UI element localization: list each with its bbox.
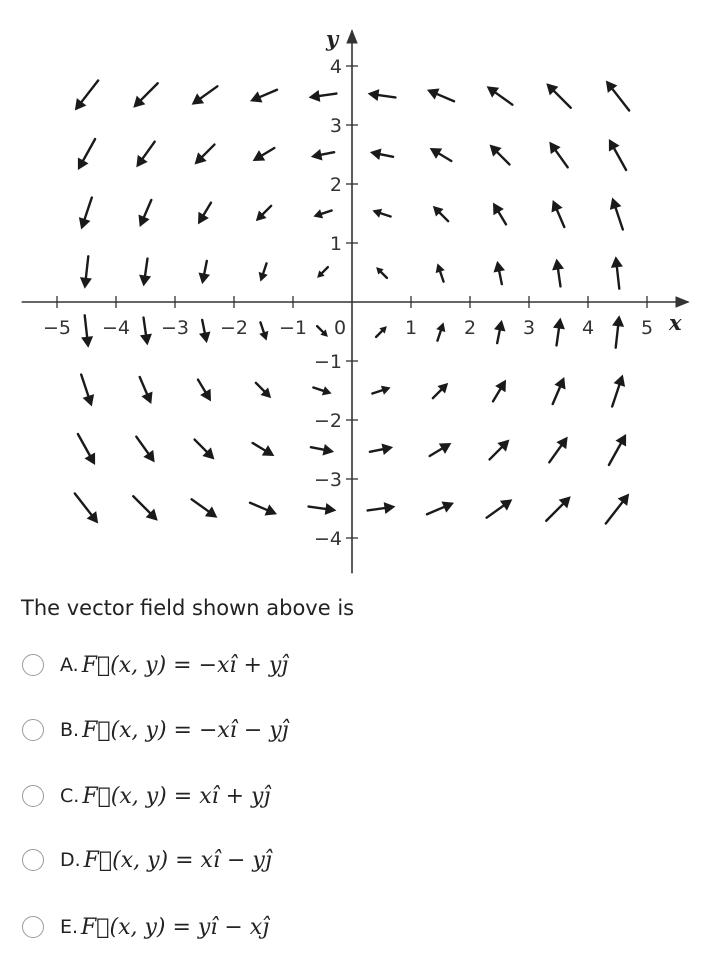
field-arrow (133, 83, 157, 107)
field-arrow (376, 326, 387, 337)
field-arrow (78, 139, 95, 170)
field-arrow (78, 434, 95, 465)
option-e-formula: F⃗(x, y) = yî − xĵ (81, 914, 270, 940)
field-arrow (368, 89, 396, 101)
y-tick-label: 3 (329, 115, 342, 137)
field-arrow (311, 149, 334, 160)
field-arrow (133, 496, 157, 520)
x-tick-label: 5 (640, 317, 654, 339)
field-arrow (611, 256, 623, 288)
field-arrow (551, 200, 564, 227)
field-arrow (199, 261, 210, 284)
field-arrow (368, 502, 396, 514)
field-arrow (430, 443, 452, 456)
field-arrow (609, 434, 626, 465)
field-arrow (192, 86, 218, 104)
field-arrow (253, 443, 275, 456)
x-tick-label: −5 (42, 317, 72, 339)
option-b[interactable] (22, 715, 289, 745)
field-arrow (546, 83, 570, 107)
option-d-formula: F⃗(x, y) = xî − yĵ (83, 847, 272, 873)
field-arrow (139, 259, 151, 287)
field-arrow (309, 503, 337, 515)
field-arrow (433, 383, 448, 398)
field-arrow (259, 263, 268, 281)
field-arrow (81, 315, 93, 347)
option-e[interactable] (22, 912, 269, 942)
radio-option-b[interactable] (22, 719, 44, 741)
field-arrow (612, 315, 624, 347)
field-arrow (430, 148, 452, 161)
y-tick-label: 1 (329, 233, 342, 255)
x-tick-label: −3 (160, 317, 190, 339)
field-arrow (256, 206, 271, 221)
field-arrow (370, 444, 393, 455)
x-axis-label: x (669, 310, 682, 335)
field-arrow (553, 318, 565, 346)
field-arrow (313, 386, 331, 395)
field-arrow (81, 375, 94, 407)
field-arrow (490, 440, 510, 460)
field-arrow (250, 90, 277, 103)
field-arrow (490, 145, 510, 165)
radio-option-c[interactable] (22, 785, 44, 807)
question-prompt: The vector field shown above is (21, 596, 355, 620)
field-arrow (436, 322, 445, 340)
field-arrow (136, 437, 154, 463)
field-arrow (493, 380, 506, 402)
field-arrow (610, 198, 623, 230)
field-arrow (436, 263, 445, 281)
field-arrow (372, 209, 390, 218)
field-arrow (199, 320, 210, 343)
field-arrow (494, 261, 505, 284)
x-tick-label: 2 (463, 317, 477, 339)
field-arrow (606, 494, 629, 524)
option-e-letter: E. (60, 916, 79, 938)
field-arrow (259, 322, 268, 340)
field-arrow (494, 320, 505, 343)
field-arrow (612, 375, 625, 407)
radio-option-a[interactable] (22, 654, 44, 676)
field-arrow (140, 377, 153, 404)
field-arrow (427, 501, 454, 514)
field-arrow (370, 149, 393, 160)
option-a[interactable] (22, 650, 288, 680)
field-arrow (309, 90, 337, 102)
field-arrow (250, 503, 277, 516)
option-d[interactable] (22, 845, 272, 875)
field-arrow (195, 440, 215, 460)
field-arrow (195, 145, 215, 165)
x-tick-label: −2 (219, 317, 249, 339)
field-arrow (79, 198, 92, 230)
axes (22, 31, 689, 574)
y-axis-label: y (326, 26, 339, 51)
x-tick-label: 3 (522, 317, 536, 339)
field-arrow (253, 148, 275, 161)
field-arrow (192, 499, 218, 517)
y-tick-label: −2 (313, 410, 342, 432)
option-c-letter: C. (60, 785, 80, 807)
field-arrow (317, 326, 328, 337)
field-arrow (487, 86, 513, 104)
y-tick-label: 4 (329, 56, 342, 78)
field-arrow (256, 383, 271, 398)
field-arrow (372, 386, 390, 395)
field-arrow (75, 81, 98, 111)
field-arrow (606, 81, 629, 111)
option-c[interactable] (22, 781, 270, 811)
field-arrow (493, 203, 506, 225)
x-tick-label: 4 (581, 317, 595, 339)
y-tick-label: −3 (313, 469, 342, 491)
radio-option-e[interactable] (22, 916, 44, 938)
field-arrow (140, 318, 152, 346)
field-arrow (80, 256, 92, 288)
field-arrow (198, 203, 211, 225)
x-tick-label: −1 (278, 317, 308, 339)
field-arrow (427, 88, 454, 101)
field-arrow (546, 496, 570, 520)
field-arrow (317, 267, 328, 278)
field-arrow (553, 377, 566, 404)
y-tick-label: 2 (329, 174, 342, 196)
option-a-formula: F⃗(x, y) = −xî + yĵ (81, 652, 289, 678)
y-tick-label: −1 (313, 351, 342, 373)
field-arrow (313, 209, 331, 218)
field-arrow (311, 444, 334, 455)
field-arrow (487, 499, 513, 517)
field-arrow (136, 142, 154, 168)
option-b-letter: B. (60, 719, 80, 741)
option-d-letter: D. (60, 849, 81, 871)
field-arrow (376, 267, 387, 278)
field-arrow (75, 494, 98, 524)
field-arrow (609, 139, 626, 170)
field-arrow (433, 206, 448, 221)
option-a-letter: A. (60, 654, 79, 676)
field-arrow (198, 380, 211, 402)
field-arrow (552, 259, 564, 287)
field-arrow (138, 200, 151, 227)
x-tick-label: −4 (101, 317, 131, 339)
x-tick-label: 1 (404, 317, 418, 339)
y-tick-label: −4 (313, 528, 342, 550)
radio-option-d[interactable] (22, 849, 44, 871)
option-c-formula: F⃗(x, y) = xî + yĵ (82, 783, 271, 809)
field-arrow (549, 437, 567, 463)
x-tick-label: 0 (333, 317, 347, 339)
option-b-formula: F⃗(x, y) = −xî − yĵ (82, 717, 289, 743)
field-arrow (549, 142, 567, 168)
